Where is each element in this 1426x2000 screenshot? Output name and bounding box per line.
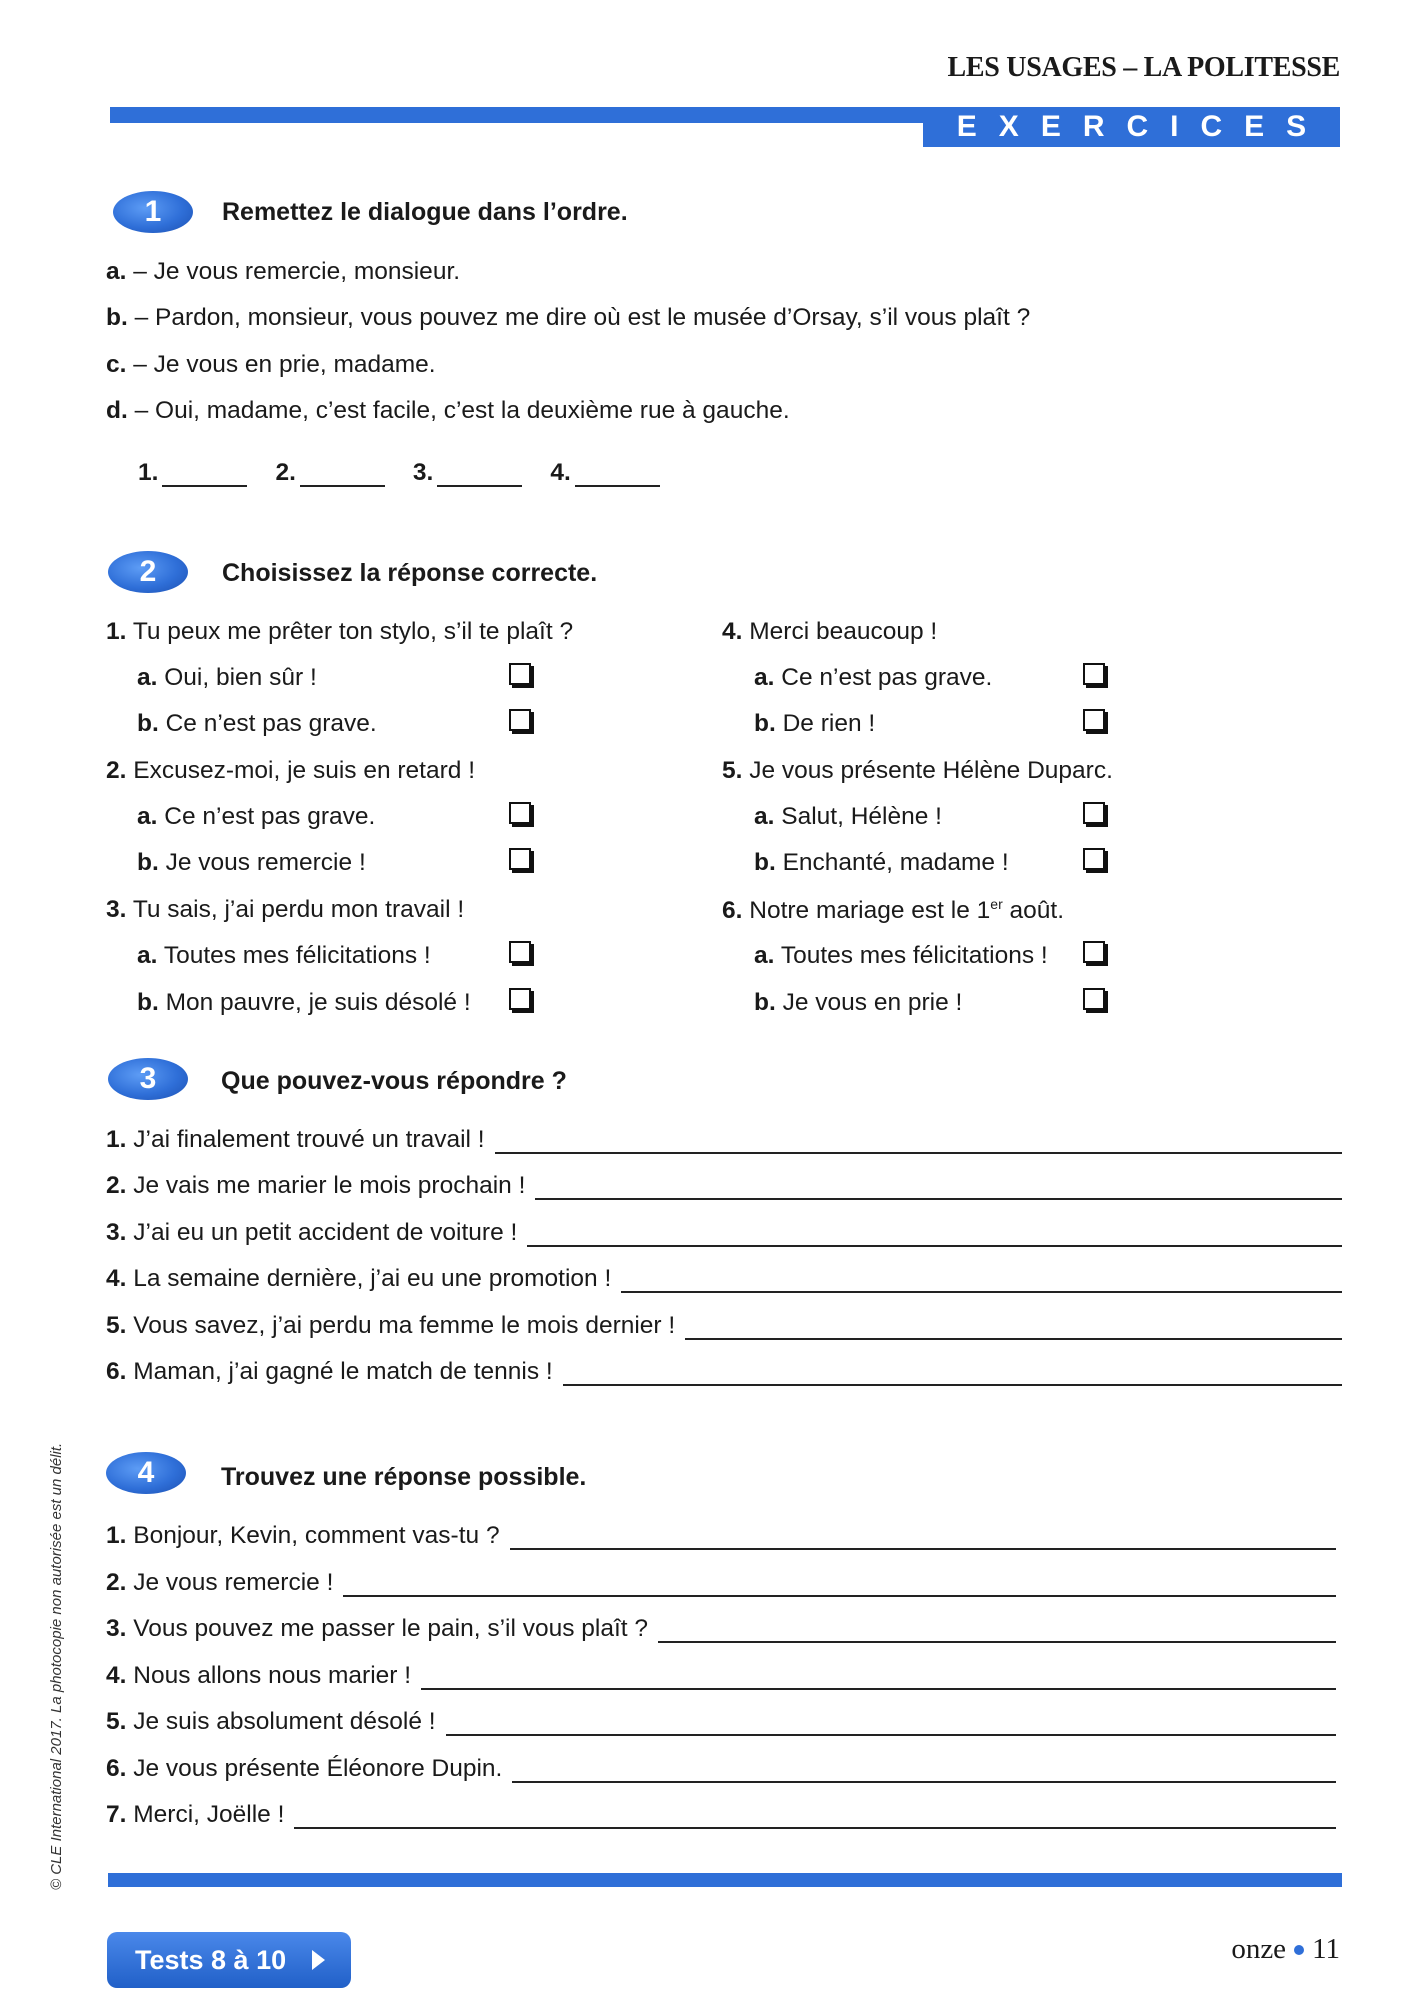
question-3: 3. Tu sais, j’ai perdu mon travail !	[106, 896, 465, 923]
question-6-checkbox-a[interactable]	[1083, 941, 1105, 963]
ex4-answer-5[interactable]	[446, 1712, 1336, 1736]
question-4-checkbox-a[interactable]	[1083, 663, 1105, 685]
question-3-checkbox-b[interactable]	[509, 988, 531, 1010]
question-6-option-a: a. Toutes mes félicitations !	[754, 942, 1048, 969]
exercise-2-badge: 2	[108, 551, 188, 593]
exercise-4-title: Trouvez une réponse possible.	[221, 1463, 587, 1491]
question-3-option-b: b. Mon pauvre, je suis désolé !	[137, 989, 471, 1016]
exercise-4-badge: 4	[106, 1452, 186, 1494]
question-6-option-b: b. Je vous en prie !	[754, 989, 963, 1016]
ex4-item-6: 6. Je vous présente Éléonore Dupin.	[106, 1755, 1336, 1783]
page-number-footer	[1231, 1933, 1340, 1966]
dialogue-line-a: a. – Je vous remercie, monsieur.	[106, 258, 461, 285]
question-1-checkbox-a[interactable]	[509, 663, 531, 685]
question-2-option-b: b. Je vous remercie !	[137, 849, 366, 876]
question-5-checkbox-b[interactable]	[1083, 848, 1105, 870]
ex4-answer-2[interactable]	[343, 1573, 1336, 1597]
question-3-option-a: a. Toutes mes félicitations !	[137, 942, 431, 969]
question-2-checkbox-a[interactable]	[509, 802, 531, 824]
exercise-3-title: Que pouvez-vous répondre ?	[221, 1067, 567, 1095]
page-word: onze	[1231, 1933, 1287, 1965]
order-slot-1[interactable]: 1.	[138, 459, 247, 487]
question-5: 5. Je vous présente Hélène Duparc.	[722, 757, 1113, 784]
question-5-option-b: b. Enchanté, madame !	[754, 849, 1009, 876]
ex3-answer-1[interactable]	[495, 1130, 1342, 1154]
exercise-1-badge: 1	[113, 191, 193, 233]
ex4-answer-4[interactable]	[421, 1666, 1336, 1690]
question-6: 6. Notre mariage est le 1er août.	[722, 896, 1065, 925]
ex4-answer-3[interactable]	[658, 1619, 1336, 1643]
dialogue-line-c: c. – Je vous en prie, madame.	[106, 351, 436, 378]
question-4-option-a: a. Ce n’est pas grave.	[754, 664, 993, 691]
question-6-checkbox-b[interactable]	[1083, 988, 1105, 1010]
question-1: 1. Tu peux me prêter ton stylo, s’il te plaît ?	[106, 618, 574, 645]
ex4-item-5: 5. Je suis absolument désolé !	[106, 1708, 1336, 1736]
ex4-item-3: 3. Vous pouvez me passer le pain, s’il vous plaît ?	[106, 1615, 1336, 1643]
dialogue-line-b: b. – Pardon, monsieur, vous pouvez me dire où est le musée d’Orsay, s’il vous plaît ?	[106, 304, 1031, 331]
question-1-checkbox-b[interactable]	[509, 709, 531, 731]
play-arrow-icon	[312, 1950, 325, 1970]
page-number: 11	[1312, 1933, 1340, 1965]
section-label: EXERCICES	[923, 107, 1340, 147]
exercise-1-title: Remettez le dialogue dans l’ordre.	[222, 198, 628, 226]
ex3-answer-6[interactable]	[563, 1362, 1342, 1386]
ex3-answer-2[interactable]	[535, 1176, 1342, 1200]
tests-link-button[interactable]	[107, 1932, 351, 1988]
ex3-item-3: 3. J’ai eu un petit accident de voiture !	[106, 1219, 1342, 1247]
ex3-item-5: 5. Vous savez, j’ai perdu ma femme le mois dernier !	[106, 1312, 1342, 1340]
ex4-item-7: 7. Merci, Joëlle !	[106, 1801, 1336, 1829]
ex3-answer-5[interactable]	[685, 1316, 1342, 1340]
bottom-accent-bar	[108, 1873, 1342, 1887]
question-4-option-b: b. De rien !	[754, 710, 876, 737]
ex3-item-2: 2. Je vais me marier le mois prochain !	[106, 1172, 1342, 1200]
ex4-item-2: 2. Je vous remercie !	[106, 1569, 1336, 1597]
ex3-item-1: 1. J’ai finalement trouvé un travail !	[106, 1126, 1342, 1154]
order-answer-row	[138, 459, 660, 487]
ex3-item-4: 4. La semaine dernière, j’ai eu une promotion !	[106, 1265, 1342, 1293]
question-1-option-a: a. Oui, bien sûr !	[137, 664, 317, 691]
ex3-answer-3[interactable]	[527, 1223, 1342, 1247]
question-4: 4. Merci beaucoup !	[722, 618, 938, 645]
question-4-checkbox-b[interactable]	[1083, 709, 1105, 731]
copyright-notice: © CLE International 2017. La photocopie non autorisée est un délit.	[48, 1442, 65, 1890]
order-slot-3[interactable]: 3.	[413, 459, 522, 487]
question-2: 2. Excusez-moi, je suis en retard !	[106, 757, 476, 784]
exercise-3-badge: 3	[108, 1058, 188, 1100]
question-1-option-b: b. Ce n’est pas grave.	[137, 710, 377, 737]
ex3-item-6: 6. Maman, j’ai gagné le match de tennis !	[106, 1358, 1342, 1386]
ex4-item-1: 1. Bonjour, Kevin, comment vas-tu ?	[106, 1522, 1336, 1550]
tests-link-label: Tests 8 à 10	[135, 1944, 287, 1975]
page-header-title: LES USAGES – LA POLITESSE	[947, 52, 1340, 83]
ex4-answer-6[interactable]	[512, 1759, 1336, 1783]
ex4-answer-1[interactable]	[510, 1526, 1336, 1550]
exercise-2-title: Choisissez la réponse correcte.	[222, 559, 598, 587]
bullet-dot-icon	[1294, 1945, 1304, 1955]
question-3-checkbox-a[interactable]	[509, 941, 531, 963]
dialogue-line-d: d. – Oui, madame, c’est facile, c’est la deuxième rue à gauche.	[106, 397, 790, 424]
question-2-checkbox-b[interactable]	[509, 848, 531, 870]
order-slot-2[interactable]: 2.	[275, 459, 384, 487]
ex4-item-4: 4. Nous allons nous marier !	[106, 1662, 1336, 1690]
ex3-answer-4[interactable]	[621, 1269, 1342, 1293]
question-5-option-a: a. Salut, Hélène !	[754, 803, 942, 830]
ex4-answer-7[interactable]	[294, 1805, 1336, 1829]
question-5-checkbox-a[interactable]	[1083, 802, 1105, 824]
question-2-option-a: a. Ce n’est pas grave.	[137, 803, 376, 830]
order-slot-4[interactable]: 4.	[550, 459, 659, 487]
